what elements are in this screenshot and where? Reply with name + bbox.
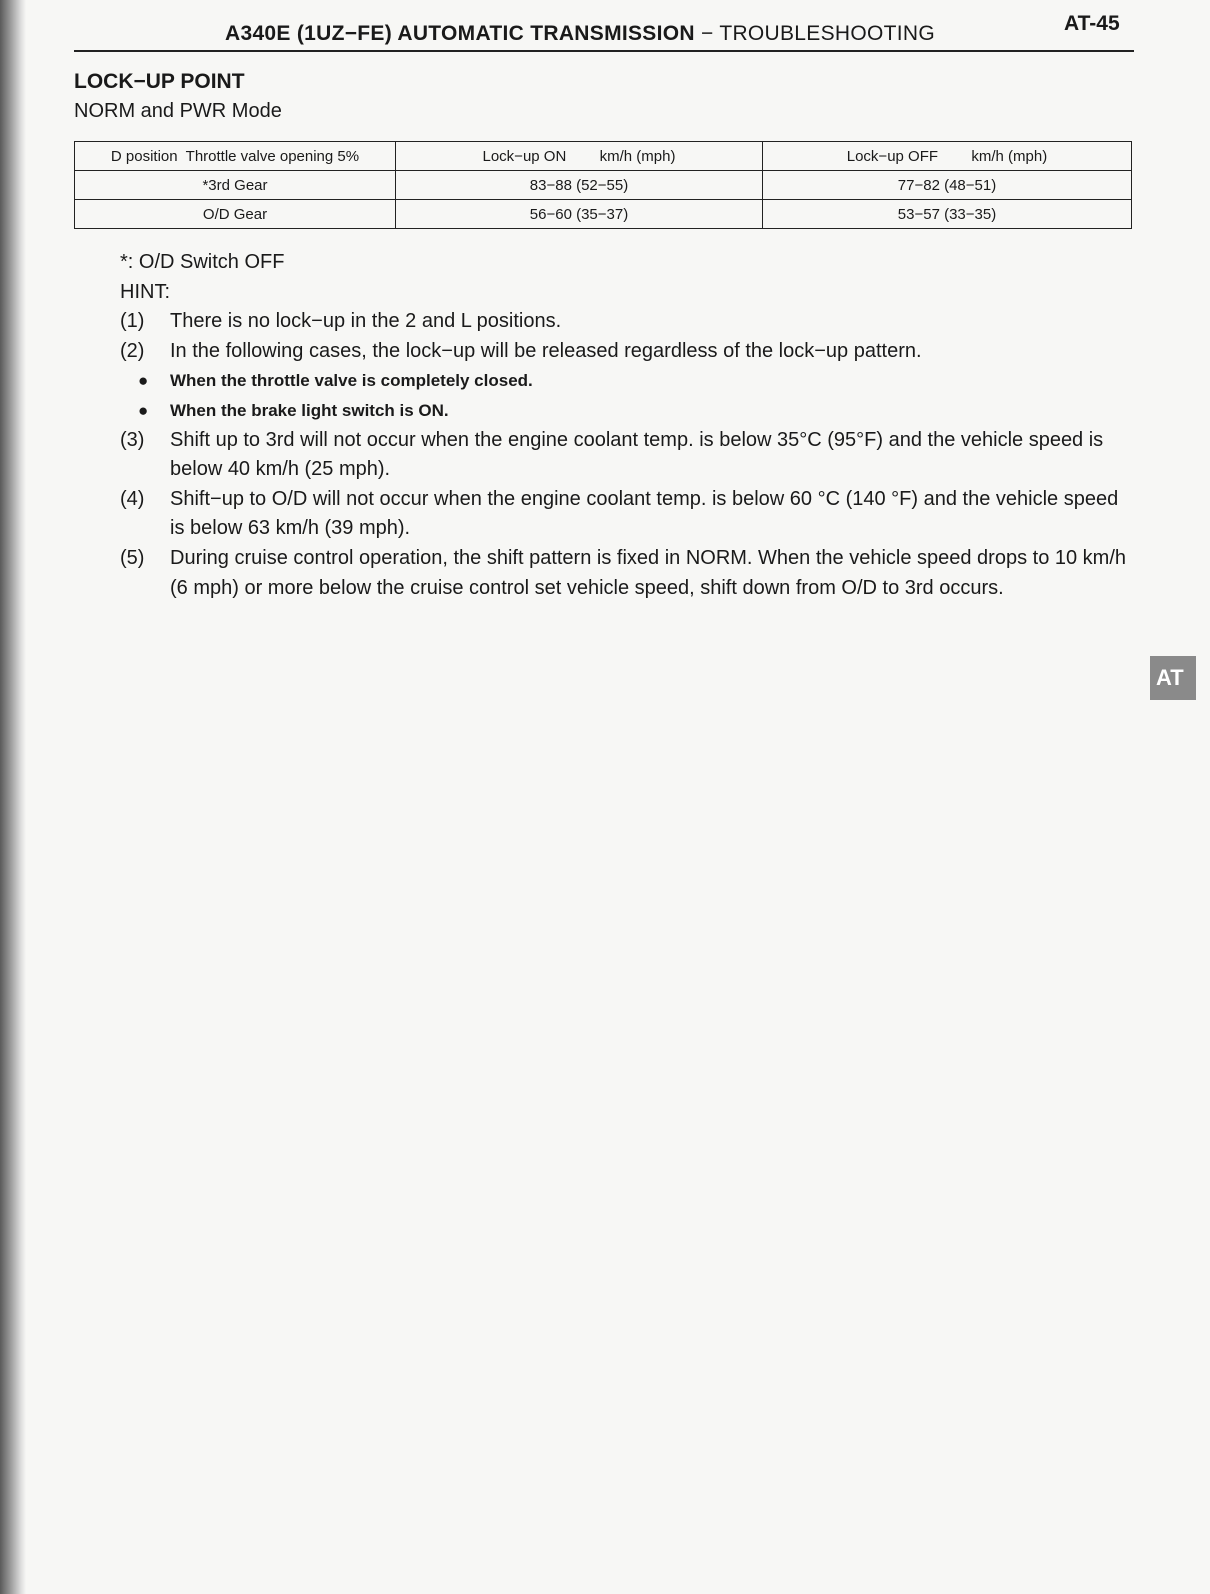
table-row: [75, 200, 1132, 229]
table-header: Lock−up ON km/h (mph): [396, 142, 763, 171]
item-text: During cruise control operation, the shift pattern is fixed in NORM. When the vehicle speed drops to 10 km/h (6 mph) or more below the cruise control set vehicle speed, shift down from O/D to 3rd occurs.: [170, 546, 1127, 599]
item-text: Shift−up to O/D will not occur when the engine coolant temp. is below 60 °C (140 °F) and the vehicle speed is below 63 km/h (39 mph).: [170, 487, 1119, 540]
section-thumb-tab: AT: [1150, 656, 1196, 700]
table-cell: 53−57 (33−35): [763, 200, 1132, 229]
hint-item: [120, 485, 1132, 544]
item-number: (4): [120, 487, 145, 510]
header-rule: [74, 50, 1134, 52]
notes: [120, 248, 1132, 603]
table-header: Lock−up OFF km/h (mph): [763, 142, 1132, 171]
item-number: (2): [120, 339, 145, 362]
item-number: (3): [120, 428, 145, 451]
bullet-item: [138, 396, 1132, 426]
item-number: (1): [120, 310, 145, 333]
hint-item: [120, 426, 1132, 485]
lockup-table: [74, 141, 1132, 229]
bullet-icon: ●: [138, 400, 149, 420]
item-text: Shift up to 3rd will not occur when the engine coolant temp. is below 35°C (95°F) and the vehicle speed is below 40 km/h (25 mph).: [170, 428, 1104, 481]
hint-item: [120, 337, 1132, 367]
section-subtitle: NORM and PWR Mode: [74, 100, 282, 122]
hint-item: [120, 307, 1132, 337]
hint-item: [120, 544, 1132, 603]
section-title: LOCK−UP POINT: [74, 70, 245, 93]
bullet-text: When the brake light switch is ON.: [170, 400, 449, 420]
header-sep: −: [694, 22, 720, 45]
item-text: There is no lock−up in the 2 and L positions.: [170, 310, 562, 333]
item-number: (5): [120, 546, 145, 569]
table-cell: *3rd Gear: [75, 171, 396, 200]
header-title-main: A340E (1UZ−FE) AUTOMATIC TRANSMISSION: [225, 22, 695, 45]
page-header-title: [225, 22, 935, 46]
footnote: *: O/D Switch OFF: [120, 251, 285, 273]
header-title-section: TROUBLESHOOTING: [719, 22, 936, 45]
table-cell: 56−60 (35−37): [396, 200, 763, 229]
bullet-item: [138, 366, 1132, 396]
page-number: AT-45: [1064, 12, 1120, 35]
table-header-row: [75, 142, 1132, 171]
hint-label: HINT:: [120, 280, 170, 303]
item-text: In the following cases, the lock−up will be released regardless of the lock−up pattern.: [170, 339, 922, 362]
table-cell: O/D Gear: [75, 200, 396, 229]
table-row: [75, 171, 1132, 200]
scan-edge-shadow: [0, 0, 26, 1594]
table-cell: 83−88 (52−55): [396, 171, 763, 200]
bullet-icon: ●: [138, 371, 149, 391]
table-cell: 77−82 (48−51): [763, 171, 1132, 200]
bullet-text: When the throttle valve is completely closed.: [170, 371, 533, 391]
table-header: D position Throttle valve opening 5%: [75, 142, 396, 171]
